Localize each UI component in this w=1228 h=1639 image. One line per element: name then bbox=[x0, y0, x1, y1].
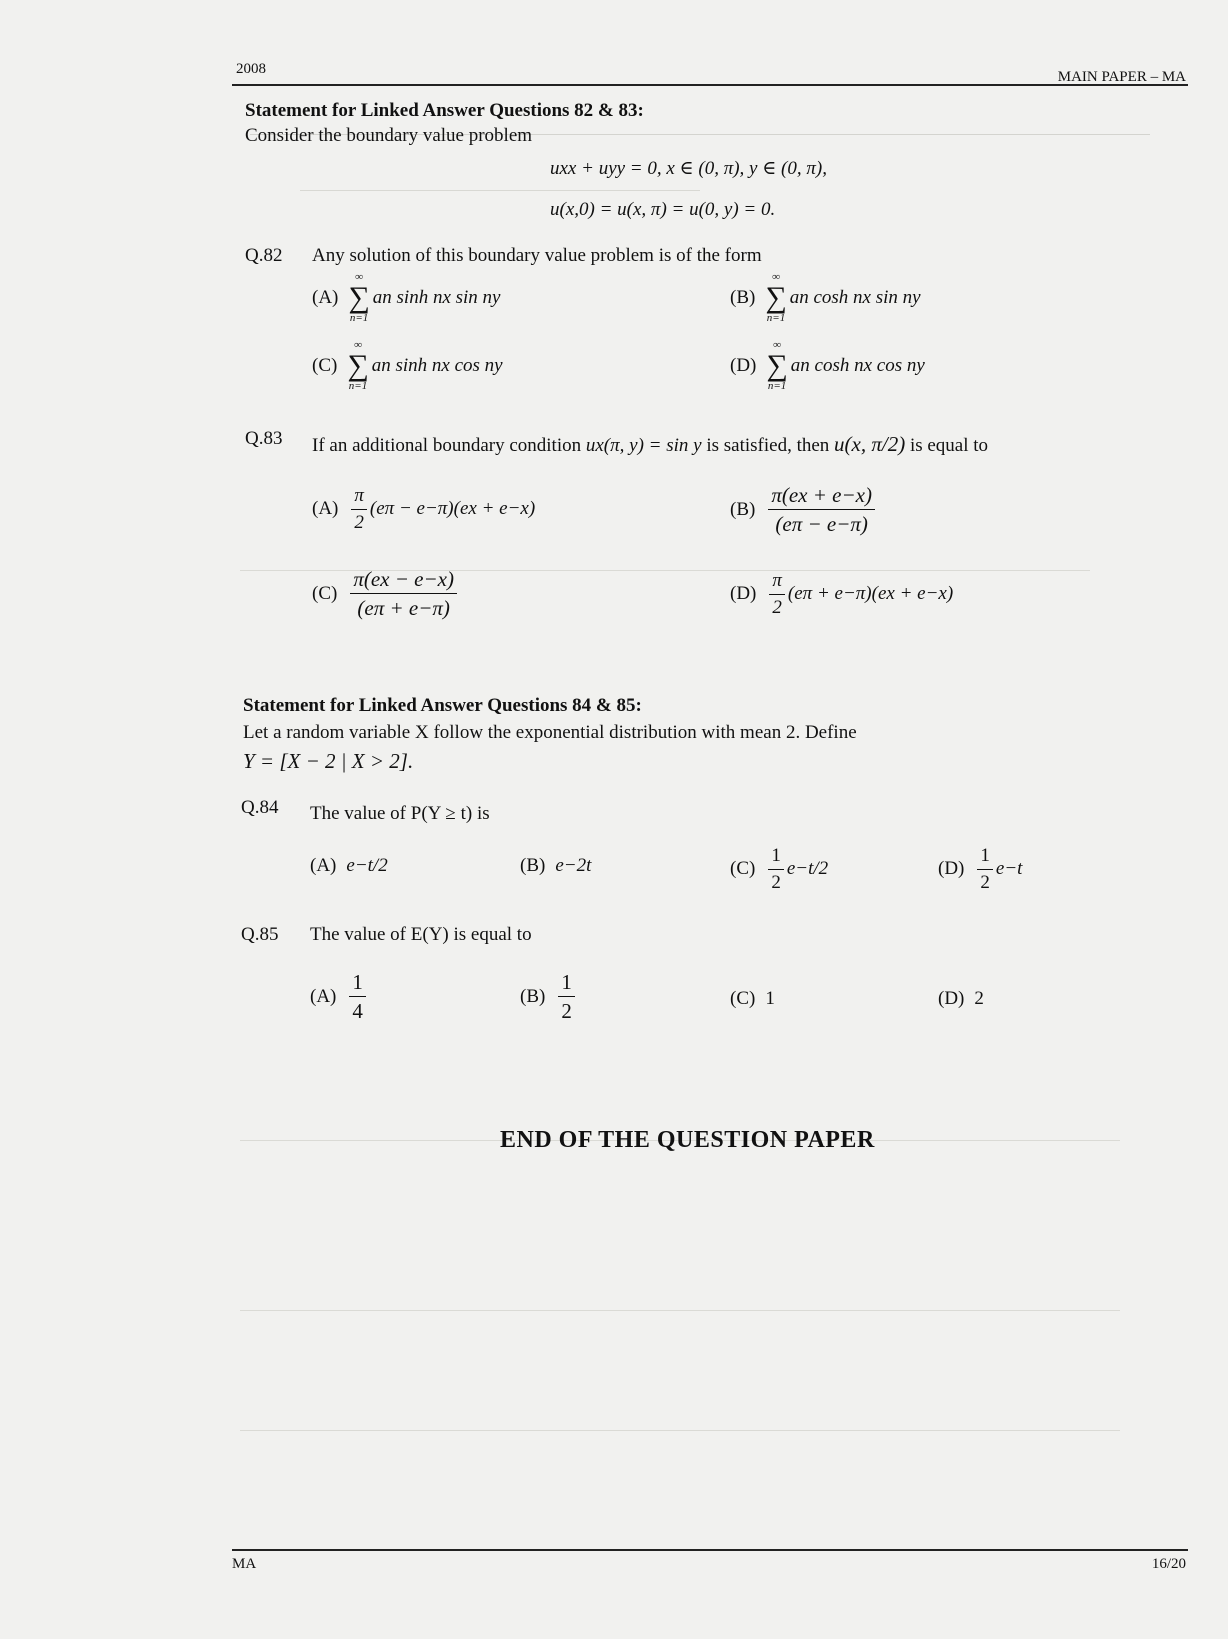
q83-option-a bbox=[312, 485, 535, 534]
statement-84-85-definition: Y = [X − 2 | X > 2]. bbox=[243, 749, 414, 773]
fraction: $\frac{\pi(ex + e-x)}{(e\pi - e-\pi)}$ bbox=[768, 483, 875, 536]
q83-option-c bbox=[312, 567, 460, 620]
bleed-through bbox=[300, 180, 700, 191]
option-label: (B) bbox=[730, 498, 756, 520]
statement-82-83-intro: Consider the boundary value problem bbox=[245, 125, 533, 146]
option-label: (B) bbox=[730, 287, 756, 308]
bvp-equation: uxx + uyy = 0, x ∈ (0, π), y ∈ (0, π), bbox=[550, 158, 827, 179]
question-number: Q.82 bbox=[245, 245, 283, 266]
option-label: (B) bbox=[520, 985, 546, 1007]
option-label: (A) bbox=[310, 985, 337, 1007]
option-body: an sinh nx sin ny bbox=[372, 287, 501, 308]
option-label: (D) bbox=[938, 988, 965, 1009]
q85-option-b bbox=[520, 970, 578, 1023]
option-body: an sinh nx cos ny bbox=[371, 355, 503, 376]
option-label: (D) bbox=[730, 583, 757, 605]
bleed-through bbox=[240, 1420, 1120, 1431]
option-body: an cosh nx cos ny bbox=[790, 355, 925, 376]
fraction: $\frac{1}{2}$ bbox=[977, 845, 993, 894]
summation-symbol: ∞ ∑ n=1 bbox=[766, 339, 788, 392]
q85-option-d bbox=[938, 988, 984, 1010]
option-body: e−t/2 bbox=[346, 855, 388, 876]
fraction: $\frac{1}{2}$ bbox=[558, 970, 575, 1023]
footer-code: MA bbox=[232, 1556, 257, 1572]
option-body: e−t/2 bbox=[786, 858, 829, 880]
question-number: Q.83 bbox=[245, 428, 283, 449]
boundary-condition: ux(π, y) = sin y bbox=[585, 435, 702, 456]
option-label: (D) bbox=[730, 355, 757, 376]
statement-84-85-heading: Statement for Linked Answer Questions 84 & 85: bbox=[243, 695, 642, 716]
question-number: Q.85 bbox=[241, 924, 279, 945]
footer-page-number: 16/20 bbox=[1151, 1556, 1186, 1572]
q84-option-b bbox=[520, 855, 591, 877]
option-label: (A) bbox=[312, 287, 339, 308]
summation-symbol: ∞ ∑ n=1 bbox=[765, 271, 787, 324]
q85-option-c bbox=[730, 988, 775, 1010]
q85-option-a bbox=[310, 970, 369, 1023]
q82-option-c bbox=[312, 340, 503, 392]
bleed-through bbox=[240, 1300, 1120, 1311]
option-body: e−t bbox=[995, 858, 1023, 880]
header-year: 2008 bbox=[236, 61, 266, 77]
fraction: $\frac{1}{4}$ bbox=[349, 970, 366, 1023]
option-label: (C) bbox=[730, 858, 756, 880]
option-label: (A) bbox=[312, 498, 339, 520]
bvp-boundary-conditions: u(x,0) = u(x, π) = u(0, y) = 0. bbox=[550, 199, 776, 220]
q84-option-a bbox=[310, 855, 388, 877]
q82-option-b bbox=[730, 272, 921, 324]
target-expression: u(x, π/2) bbox=[834, 432, 906, 456]
header-paper: MAIN PAPER – MA bbox=[1057, 69, 1186, 85]
option-body: 2 bbox=[974, 988, 984, 1009]
summation-symbol: ∞ ∑ n=1 bbox=[348, 271, 370, 324]
option-label: (B) bbox=[520, 855, 546, 876]
option-body: an cosh nx sin ny bbox=[789, 287, 921, 308]
footer-rule bbox=[232, 1549, 1188, 1551]
fraction: $\frac{1}{2}$ bbox=[768, 845, 784, 894]
fraction: $\frac{\pi(ex - e-x)}{(e\pi + e-\pi)}$ bbox=[350, 567, 457, 620]
header-rule bbox=[232, 84, 1188, 86]
option-label: (D) bbox=[938, 858, 965, 880]
q84-option-d bbox=[938, 845, 1022, 894]
question-text: Any solution of this boundary value problem is of the form bbox=[312, 245, 762, 266]
option-label: (C) bbox=[312, 582, 338, 604]
question-text: The value of P(Y ≥ t) is bbox=[310, 803, 490, 824]
end-of-paper-title: END OF THE QUESTION PAPER bbox=[500, 1127, 875, 1153]
fraction: $\frac{\pi}{2}$ bbox=[351, 485, 367, 534]
option-label: (C) bbox=[730, 988, 756, 1009]
fraction: $\frac{\pi}{2}$ bbox=[769, 570, 785, 619]
option-body: (eπ − e−π)(ex + e−x) bbox=[369, 498, 536, 520]
option-body: e−2t bbox=[555, 855, 592, 876]
option-label: (C) bbox=[312, 355, 338, 376]
question-text: If an additional boundary condition ux(π, y) = sin y is satisfied, then u(x, π/2) is equal to bbox=[312, 432, 989, 456]
q82-option-a bbox=[312, 272, 501, 324]
statement-82-83-heading: Statement for Linked Answer Questions 82 & 83: bbox=[245, 100, 644, 121]
option-label: (A) bbox=[310, 855, 337, 876]
q84-option-c bbox=[730, 845, 828, 894]
question-text: The value of E(Y) is equal to bbox=[310, 924, 532, 945]
q82-option-d bbox=[730, 340, 925, 392]
q83-option-b bbox=[730, 483, 878, 536]
question-number: Q.84 bbox=[241, 797, 279, 818]
q83-option-d bbox=[730, 570, 953, 619]
statement-84-85-line1: Let a random variable X follow the exponential distribution with mean 2. Define bbox=[243, 722, 857, 743]
option-body: (eπ + e−π)(ex + e−x) bbox=[787, 583, 954, 605]
option-body: 1 bbox=[765, 988, 775, 1009]
summation-symbol: ∞ ∑ n=1 bbox=[347, 339, 369, 392]
